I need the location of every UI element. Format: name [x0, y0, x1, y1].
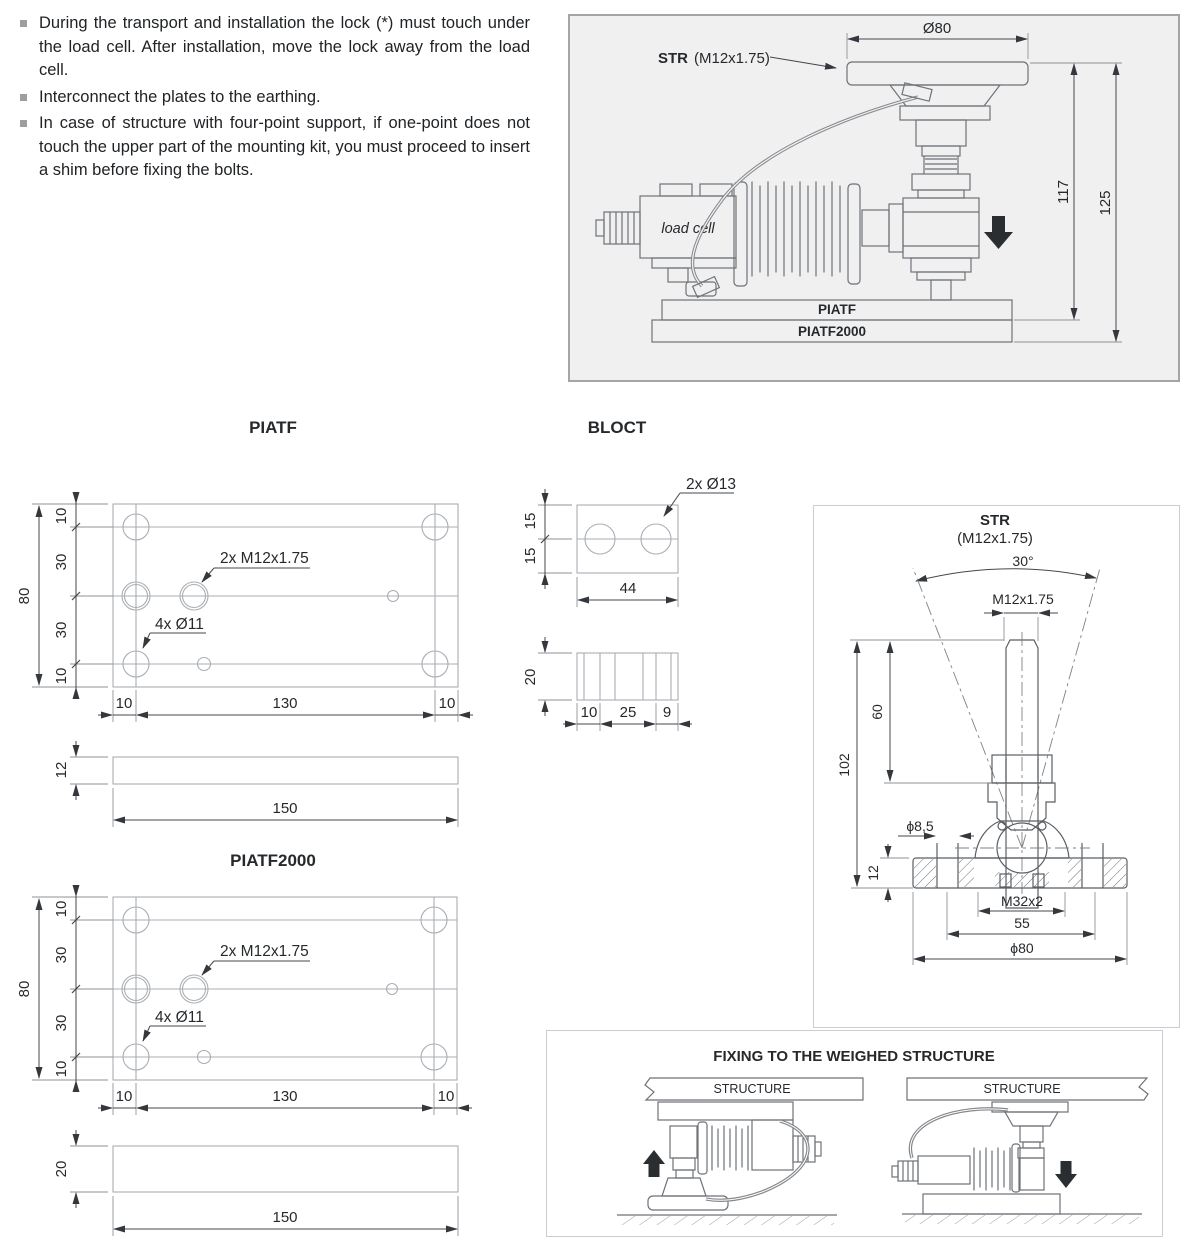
piatf-left-dims	[16, 492, 113, 699]
dim-label: 10	[438, 695, 456, 712]
structure-label: STRUCTURE	[713, 1082, 791, 1096]
piatf-thread-callout	[202, 550, 310, 582]
load-arrow-down-icon	[984, 216, 1013, 249]
str-callout	[658, 50, 836, 68]
str-cup-and-flange	[913, 821, 1127, 888]
str-dim-60	[850, 640, 1004, 783]
dim-label: 60	[869, 704, 885, 720]
hole-label: 4x Ø11	[155, 616, 204, 633]
bloct-top-view	[577, 505, 678, 573]
str-stud	[992, 632, 1052, 908]
assembly-overview-drawing	[570, 16, 1178, 380]
piatf-drawing	[10, 418, 480, 835]
thread-label: 2x M12x1.75	[220, 943, 309, 960]
load-cell-assembly	[596, 62, 1028, 342]
dim-label: 30	[53, 946, 70, 964]
piatf-plate-top-view	[113, 504, 458, 687]
bloct-left-dims	[522, 489, 572, 589]
bloct-bottom-dims	[563, 703, 692, 731]
structure-label: STRUCTURE	[983, 1082, 1061, 1096]
connector	[892, 1161, 918, 1181]
dim-label: 150	[272, 800, 298, 817]
str-dim-m32	[978, 892, 1065, 917]
arrow-up-icon	[643, 1150, 665, 1177]
dim-label: 10	[53, 1060, 70, 1078]
dim-label: 10	[53, 900, 70, 918]
piatf2000-left-dims	[16, 885, 113, 1092]
note-text: Interconnect the plates to the earthing.	[39, 87, 321, 106]
fixing-figure	[546, 1030, 1163, 1237]
bellows	[974, 1148, 1010, 1190]
plate-top-label: PIATF	[818, 302, 856, 317]
bellows	[734, 182, 860, 286]
dim-label: ϕ8,5	[906, 818, 934, 834]
fixing-left-diagram	[617, 1078, 863, 1225]
str-subtitle: (M12x1.75)	[957, 530, 1033, 547]
dim-label: 10	[53, 507, 70, 525]
dim-label: 150	[272, 1209, 298, 1226]
dim-label: 44	[619, 580, 637, 597]
str-figure	[813, 505, 1180, 1028]
str-dim-hole	[898, 818, 974, 836]
plate-bottom-label: PIATF2000	[797, 324, 867, 339]
piatf2000-hole-callout	[143, 1009, 206, 1041]
dim-label: 80	[16, 980, 33, 998]
piatf-hole-callout	[143, 616, 206, 648]
load-cell-label: load cell	[661, 221, 715, 237]
fixing-title: FIXING TO THE WEIGHED STRUCTURE	[713, 1048, 995, 1065]
dim-label: 12	[53, 761, 70, 779]
piatf2000-thread-callout	[202, 943, 310, 975]
piatf-title: PIATF	[249, 418, 297, 437]
dim-label: 80	[16, 587, 33, 605]
dim-label: 130	[272, 695, 298, 712]
note-item	[16, 112, 530, 183]
piatf2000-title: PIATF2000	[230, 851, 316, 870]
str-drawing	[814, 506, 1179, 1027]
hole-label: 2x Ø13	[686, 476, 736, 493]
cable	[692, 83, 932, 298]
dim-label: 102	[836, 753, 852, 777]
bullet-square-icon	[20, 120, 27, 127]
dim-label: 10	[580, 704, 598, 721]
piatf2000-side-view	[53, 1130, 458, 1236]
str-dim-102	[836, 642, 913, 888]
dim-label: M32x2	[1000, 893, 1044, 909]
dim-label: 25	[619, 704, 637, 721]
bloct-title: BLOCT	[587, 418, 647, 437]
cable	[910, 1109, 1008, 1158]
piatf2000-plate-top-view	[113, 897, 457, 1080]
bullet-square-icon	[20, 94, 27, 101]
dim-dia80	[847, 20, 1028, 59]
dim-label: 117	[1055, 180, 1072, 204]
bullet-square-icon	[20, 20, 27, 27]
dim-label: 130	[272, 1088, 298, 1105]
bloct-hole-callout	[664, 476, 736, 516]
bloct-width-dim	[577, 577, 678, 607]
thread-label: 2x M12x1.75	[220, 550, 309, 567]
bloct-drawing	[500, 418, 830, 740]
cable-connector	[596, 212, 640, 244]
dim-label: 15	[522, 547, 539, 565]
ground-hatch	[620, 1216, 834, 1225]
dim-label: 30	[53, 1014, 70, 1032]
str-title: STR	[980, 512, 1010, 529]
piatf2000-bottom-dims	[98, 1083, 472, 1115]
str-callout-text: (M12x1.75)	[694, 50, 770, 67]
dim-label: 125	[1097, 190, 1114, 216]
dim-label: M12x1.75	[992, 591, 1054, 607]
dim-label: 30	[53, 621, 70, 639]
piatf-side-view	[53, 741, 458, 827]
dim-label: 15	[522, 512, 539, 530]
arrow-down-icon	[1055, 1161, 1077, 1188]
note-item	[16, 86, 530, 110]
dim-label: 9	[662, 704, 672, 721]
dim-label: 10	[115, 695, 133, 712]
str-thread-dim	[984, 591, 1058, 641]
dim-label: ϕ80	[1010, 940, 1034, 956]
str-callout-bold: STR	[658, 50, 688, 67]
dim-label: 20	[522, 668, 539, 686]
bellows	[712, 1126, 748, 1170]
assembly-overview-figure	[568, 14, 1180, 382]
dim-label: 10	[437, 1088, 455, 1105]
piatf2000-drawing	[10, 850, 480, 1242]
dim-label: 12	[865, 865, 881, 881]
threaded-rod	[924, 156, 958, 174]
fixing-right-diagram	[892, 1078, 1148, 1224]
note-text: In case of structure with four-point support, if one-point does not touch the upper part of the mounting kit, you must proceed to insert a shim before fixing the bolts.	[39, 114, 530, 179]
dim-label: 10	[53, 667, 70, 685]
dim-label: 30	[53, 553, 70, 571]
dim-label: Ø80	[922, 20, 952, 37]
str-dim-12	[865, 844, 909, 902]
ground-hatch	[905, 1215, 1139, 1224]
installation-notes	[16, 12, 530, 186]
note-text: During the transport and installation the lock (*) must touch under the load cell. After installation, move the lock away from the load cell.	[39, 14, 530, 79]
dim-label: 10	[115, 1088, 133, 1105]
piatf-bottom-dims	[98, 690, 473, 722]
dim-label: 20	[53, 1160, 70, 1178]
note-item	[16, 12, 530, 83]
dim-label: 30°	[1012, 553, 1034, 569]
fixing-drawing	[547, 1031, 1162, 1236]
hole-label: 4x Ø11	[155, 1009, 204, 1026]
dim-label: 55	[1014, 915, 1030, 931]
